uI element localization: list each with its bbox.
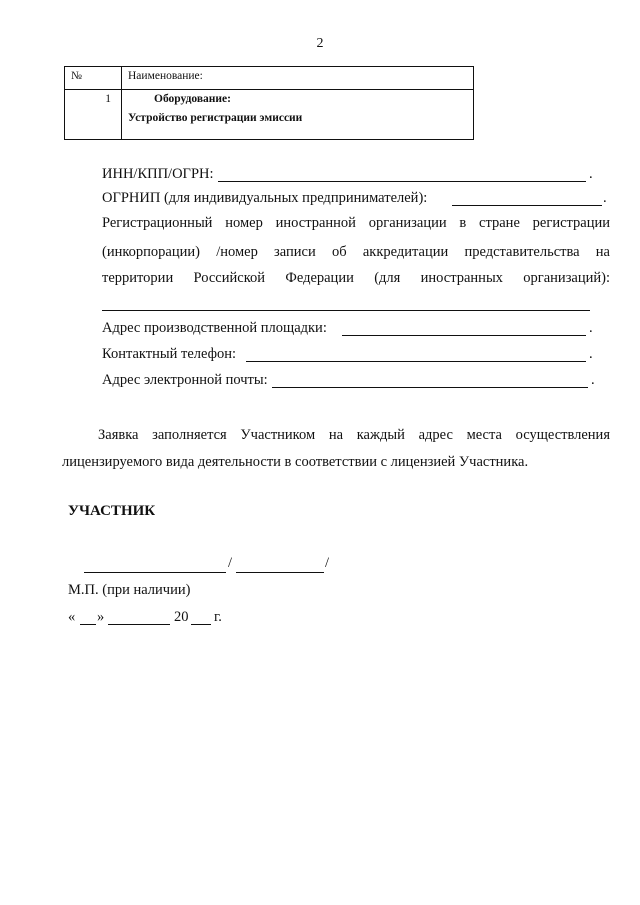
row-equipment-label: Оборудование: <box>154 93 231 105</box>
address-label: Адрес производственной площадки: <box>102 320 327 336</box>
row-device-name: Устройство регистрации эмиссии <box>128 112 303 124</box>
page-number: 2 <box>316 36 324 51</box>
reg-text-line-1: Регистрационный номер иностранной организации в стране регистрации <box>102 215 610 231</box>
row-num: 1 <box>65 90 122 140</box>
email-period: . <box>591 372 595 388</box>
table-header-row <box>65 67 474 90</box>
ogrnip-period: . <box>603 190 607 206</box>
inn-field-line[interactable] <box>218 181 586 182</box>
header-name: Наименование: <box>122 67 474 90</box>
ogrnip-field-line[interactable] <box>452 205 602 206</box>
address-field-line[interactable] <box>342 335 586 336</box>
date-year-suffix: г. <box>214 609 222 625</box>
reg-number-field-line[interactable] <box>102 310 590 311</box>
phone-label: Контактный телефон: <box>102 346 237 362</box>
phone-period: . <box>589 346 593 362</box>
date-close-quote: » <box>97 609 105 625</box>
participant-title: УЧАСТНИК <box>68 503 156 519</box>
email-label: Адрес электронной почты: <box>102 372 268 388</box>
signature-slash-1: / <box>228 555 233 571</box>
reg-text-line-3: территории Российской Федерации (для иностранных организаций): <box>102 270 610 286</box>
date-day-line[interactable] <box>80 624 96 625</box>
reg-text-line-2: (инкорпорации) /номер записи об аккредитации представительства на <box>102 244 610 260</box>
signature-line[interactable] <box>84 572 226 573</box>
date-month-line[interactable] <box>108 624 170 625</box>
stamp-label: М.П. (при наличии) <box>68 582 191 598</box>
inn-label: ИНН/КПП/ОГРН: <box>102 166 214 182</box>
signature-name-line[interactable] <box>236 572 324 573</box>
date-year-line[interactable] <box>191 624 211 625</box>
table-row <box>65 90 474 140</box>
inn-period: . <box>589 166 593 182</box>
date-open-quote: « <box>68 609 76 625</box>
date-year-prefix: 20 <box>174 609 189 625</box>
note-line-1: Заявка заполняется Участником на каждый адрес места осуществления <box>98 427 610 443</box>
ogrnip-label: ОГРНИП (для индивидуальных предпринимателей): <box>102 190 428 206</box>
items-table <box>64 66 474 140</box>
note-line-2: лицензируемого вида деятельности в соответствии с лицензией Участника. <box>62 454 529 470</box>
address-period: . <box>589 320 593 336</box>
row-name <box>122 90 474 140</box>
phone-field-line[interactable] <box>246 361 586 362</box>
header-num: № <box>65 67 122 90</box>
signature-slash-2: / <box>325 555 330 571</box>
email-field-line[interactable] <box>272 387 588 388</box>
